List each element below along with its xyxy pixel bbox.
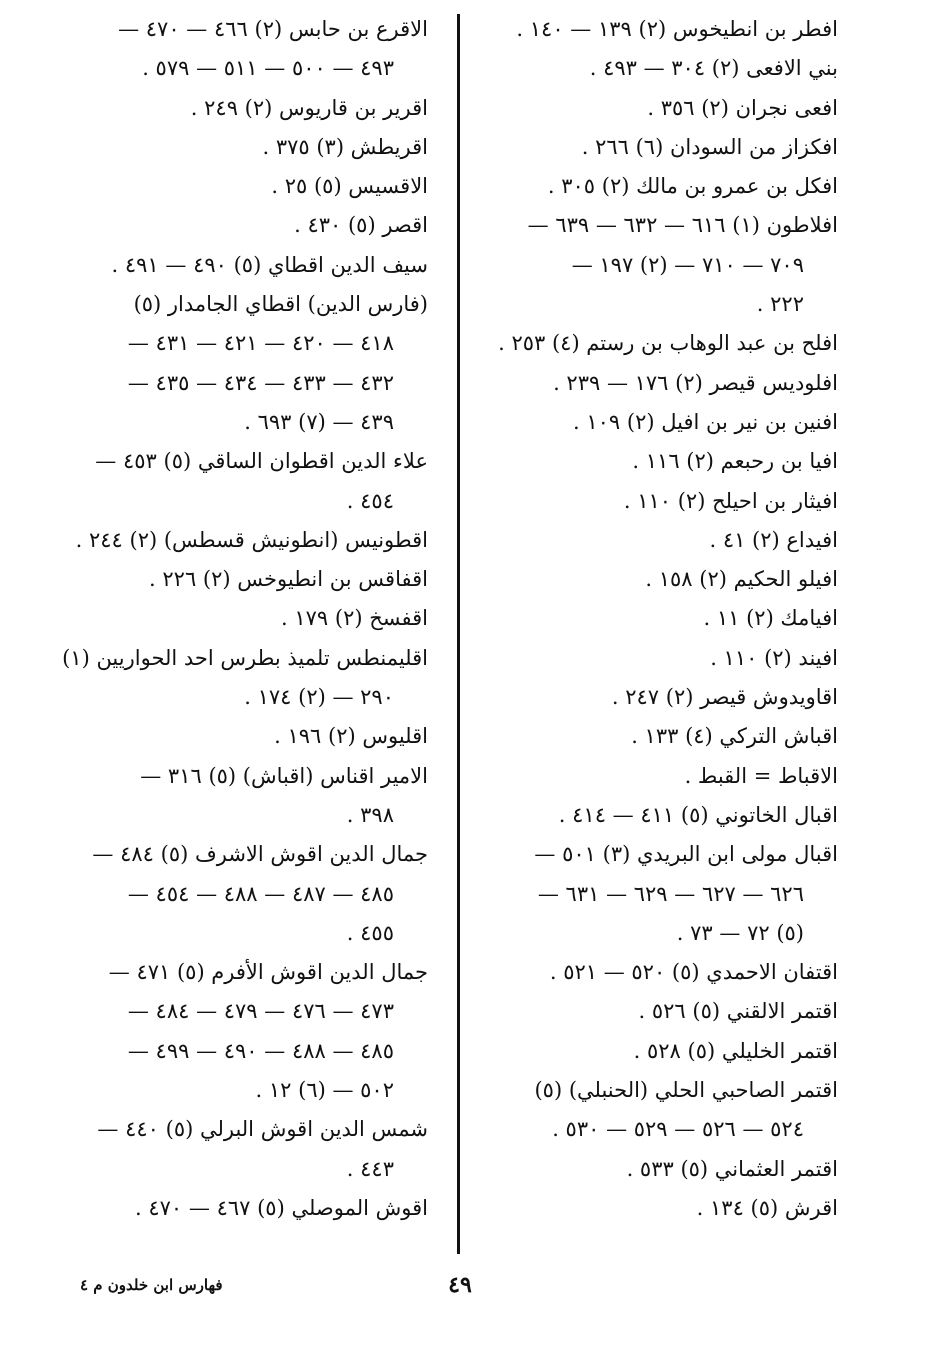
- index-entry: افيداع (٢) ٤١ .: [709, 527, 838, 552]
- index-entry: اقليوس (٢) ١٩٦ .: [274, 724, 428, 749]
- index-entry-continuation: ٣٩٨ .: [346, 802, 394, 827]
- index-entry-continuation: ٥٢٤ — ٥٢٦ — ٥٢٩ — ٥٣٠ .: [552, 1117, 804, 1142]
- index-entry-continuation: ٤٤٣ .: [346, 1156, 394, 1181]
- page-number: ٤٩: [448, 1272, 472, 1298]
- index-entry: افلاطون (١) ٦١٦ — ٦٣٢ — ٦٣٩ —: [527, 213, 838, 238]
- index-entry: افيامك (٢) ١١ .: [703, 606, 838, 631]
- index-entry: الامير اقناس (اقباش) (٥) ٣١٦ —: [140, 763, 428, 788]
- index-entry: افعى نجران (٢) ٣٥٦ .: [647, 95, 838, 120]
- index-entry: اقريطش (٣) ٣٧٥ .: [262, 134, 428, 159]
- index-entry: افيثار بن احيلح (٢) ١١٠ .: [623, 488, 838, 513]
- index-entry: اقبال الخاتوني (٥) ٤١١ — ٤١٤ .: [558, 802, 838, 827]
- index-entry: افيا بن رحبعم (٢) ١١٦ .: [632, 449, 838, 474]
- index-entry-continuation: ٤٨٥ — ٤٨٧ — ٤٨٨ — ٤٥٤ —: [127, 881, 394, 906]
- index-entry-continuation: ٤٥٥ .: [346, 920, 394, 945]
- index-entry: بني الافعى (٢) ٣٠٤ — ٤٩٣ .: [589, 56, 838, 81]
- index-entry: اقبال مولى ابن البريدي (٣) ٥٠١ —: [534, 842, 838, 867]
- index-entry-continuation: ٧٠٩ — ٧١٠ — (٢) ١٩٧ —: [571, 252, 804, 277]
- index-entry: جمال الدين اقوش الاشرف (٥) ٤٨٤ —: [92, 842, 428, 867]
- index-entry: (فارس الدين) اقطاي الجامدار (٥): [133, 292, 428, 317]
- index-entry: اقرش (٥) ١٣٤ .: [696, 1195, 838, 1220]
- index-entry-continuation: (٥) ٧٢ — ٧٣ .: [676, 920, 804, 945]
- index-entry-continuation: ٤٩٣ — ٥٠٠ — ٥١١ — ٥٧٩ .: [142, 56, 394, 81]
- index-entry: اقباش التركي (٤) ١٣٣ .: [631, 724, 838, 749]
- footer-book-title: فهارس ابن خلدون م ٤: [80, 1276, 223, 1294]
- index-entry: اقليمنطس تلميذ بطرس احد الحواريين (١): [62, 645, 428, 670]
- index-entry: اقطونيس (انطونيش قسطس) (٢) ٢٤٤ .: [75, 527, 428, 552]
- index-entry: اقتمر الصاحبي الحلي (الحنبلي) (٥): [534, 1078, 838, 1103]
- index-entry: اقفاقس بن انطيوخس (٢) ٢٢٦ .: [149, 567, 428, 592]
- index-entry: الاقباط = القبط .: [684, 763, 838, 788]
- index-entry-continuation: ٤٣٩ — (٧) ٦٩٣ .: [244, 409, 394, 434]
- index-entry: اقتفان الاحمدي (٥) ٥٢٠ — ٥٢١ .: [549, 960, 838, 985]
- index-entry: افطر بن انطيخوس (٢) ١٣٩ — ١٤٠ .: [516, 17, 838, 41]
- index-entry: اقصر (٥) ٤٣٠ .: [294, 213, 428, 238]
- index-entry: اقاويدوش قيصر (٢) ٢٤٧ .: [611, 685, 838, 710]
- index-entry: افيلو الحكيم (٢) ١٥٨ .: [645, 567, 838, 592]
- index-entry-continuation: ٤٥٤ .: [346, 488, 394, 513]
- index-entry: الاقرع بن حابس (٢) ٤٦٦ — ٤٧٠ —: [118, 17, 428, 41]
- index-entry: الاقسيس (٥) ٢٥ .: [271, 174, 428, 199]
- index-entry: شمس الدين اقوش البرلي (٥) ٤٤٠ —: [97, 1117, 428, 1142]
- column-divider: [457, 14, 460, 1254]
- index-entry: افكل بن عمرو بن مالك (٢) ٣٠٥ .: [547, 174, 838, 199]
- index-entry: اقتمر الالقني (٥) ٥٢٦ .: [638, 999, 838, 1024]
- index-entry: اقتمر العثماني (٥) ٥٣٣ .: [626, 1156, 838, 1181]
- index-entry: افيند (٢) ١١٠ .: [710, 645, 838, 670]
- index-column-right: [488, 10, 838, 1228]
- index-entry-continuation: ٤١٨ — ٤٢٠ — ٤٢١ — ٤٣١ —: [127, 331, 394, 356]
- index-entry-continuation: ٥٠٢ — (٦) ١٢ .: [255, 1078, 394, 1103]
- index-column-left: [62, 10, 428, 1228]
- index-entry: سيف الدين اقطاي (٥) ٤٩٠ — ٤٩١ .: [111, 252, 428, 277]
- index-entry-continuation: ٢٩٠ — (٢) ١٧٤ .: [244, 685, 394, 710]
- index-entry-continuation: ٢٢٢ .: [756, 292, 804, 317]
- index-entry: افنين بن نير بن افيل (٢) ١٠٩ .: [572, 409, 838, 434]
- index-entry: افكزاز من السودان (٦) ٢٦٦ .: [581, 134, 838, 159]
- index-entry: افلوديس قيصر (٢) ١٧٦ — ٢٣٩ .: [553, 370, 838, 395]
- index-entry-continuation: ٦٢٦ — ٦٢٧ — ٦٢٩ — ٦٣١ —: [537, 881, 804, 906]
- index-entry: اقتمر الخليلي (٥) ٥٢٨ .: [633, 1038, 838, 1063]
- index-entry: اقوش الموصلي (٥) ٤٦٧ — ٤٧٠ .: [135, 1195, 428, 1220]
- index-entry-continuation: ٤٨٥ — ٤٨٨ — ٤٩٠ — ٤٩٩ —: [127, 1038, 394, 1063]
- index-entry: علاء الدين اقطوان الساقي (٥) ٤٥٣ —: [95, 449, 428, 474]
- index-entry: افلح بن عبد الوهاب بن رستم (٤) ٢٥٣ .: [498, 331, 838, 356]
- index-entry: اقفسخ (٢) ١٧٩ .: [280, 606, 428, 631]
- index-entry: جمال الدين اقوش الأفرم (٥) ٤٧١ —: [108, 960, 428, 985]
- index-entry-continuation: ٤٣٢ — ٤٣٣ — ٤٣٤ — ٤٣٥ —: [127, 370, 394, 395]
- index-entry: اقرير بن قاريوس (٢) ٢٤٩ .: [190, 95, 428, 120]
- index-entry-continuation: ٤٧٣ — ٤٧٦ — ٤٧٩ — ٤٨٤ —: [127, 999, 394, 1024]
